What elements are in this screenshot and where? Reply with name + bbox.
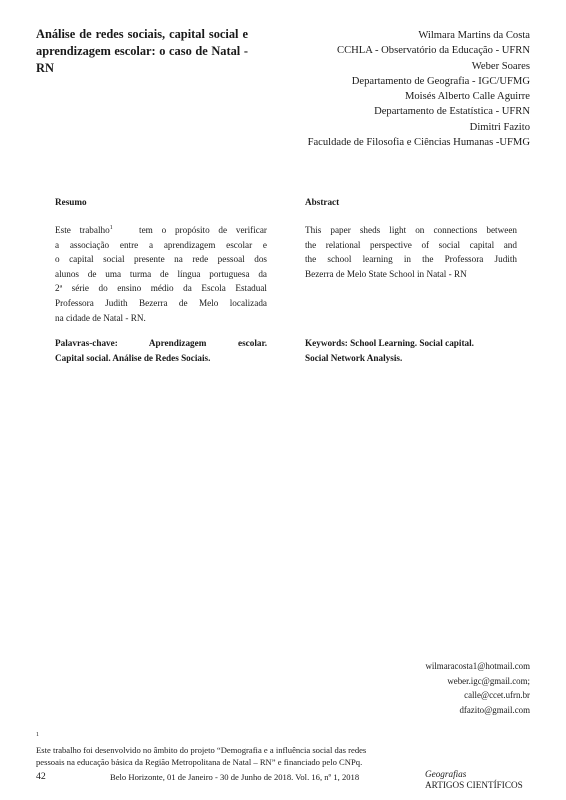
email-list bbox=[425, 659, 530, 717]
journal-name: Geografias bbox=[425, 769, 467, 779]
author-affiliation: Departamento de Estatística - UFRN bbox=[374, 106, 530, 118]
resumo-line: 2ª série do ensino médio da Escola Estadual bbox=[55, 283, 267, 294]
section-name: ARTIGOS CIENTÍFICOS bbox=[425, 780, 523, 790]
resumo-line: na cidade de Natal - RN. bbox=[55, 312, 146, 323]
palavras-chave bbox=[55, 336, 267, 365]
resumo-first-word: Este trabalho bbox=[55, 225, 110, 235]
email-address: wilmaracosta1@hotmail.com bbox=[425, 661, 530, 671]
footnote-text: Este trabalho foi desenvolvido no âmbito do projeto “Demografia e a influência social das redes bbox=[36, 744, 367, 755]
palavras-chave-line: Capital social. Análise de Redes Sociais. bbox=[55, 352, 211, 363]
abstract-line: the school learning in the Professora Judith bbox=[305, 254, 517, 265]
title-line: e aprendizagem escolar: o caso de bbox=[36, 27, 248, 58]
article-title bbox=[36, 26, 248, 77]
keywords-line: Social Network Analysis. bbox=[305, 352, 403, 363]
abstract-heading: Abstract bbox=[305, 197, 340, 207]
author-name: Dimitri Fazito bbox=[469, 121, 530, 133]
abstract-line: This paper sheds light on connections between bbox=[305, 225, 517, 235]
title-line: Natal - RN bbox=[36, 44, 248, 75]
author-block bbox=[230, 28, 530, 150]
footnote-mark: 1 bbox=[36, 732, 39, 738]
resumo-line: a associação entre a aprendizagem escolar e bbox=[55, 239, 267, 250]
author-name: Moisés Alberto Calle Aguirre bbox=[404, 91, 530, 103]
resumo-line: Professora Judith Bezerra de Melo localizada bbox=[55, 297, 267, 308]
email-address: dfazito@gmail.com bbox=[459, 704, 530, 715]
resumo-line-text: tem o propósito de verificar bbox=[139, 225, 267, 235]
footnote-line bbox=[36, 731, 416, 756]
footnote-reference: 1 bbox=[109, 225, 113, 231]
resumo-line: o capital social presente na rede pessoal dos bbox=[55, 254, 267, 265]
resumo-line bbox=[55, 223, 267, 238]
author-affiliation: CCHLA - Observatório da Educação - UFRN bbox=[337, 45, 530, 57]
abstract-body bbox=[305, 223, 517, 281]
resumo-line: alunos de uma turma de língua portuguesa da bbox=[55, 268, 267, 279]
resumo-heading: Resumo bbox=[55, 197, 87, 207]
email-address: weber.igc@gmail.com; bbox=[447, 675, 530, 686]
title-line: Análise de redes sociais, capital social bbox=[36, 27, 239, 41]
author-name: Wilmara Martins da Costa bbox=[418, 30, 530, 41]
footnote bbox=[36, 731, 416, 769]
footnote-line: pessoais na educação básica da Região Metropolitana de Natal – RN” e financiado pelo CNPq. bbox=[36, 757, 363, 768]
page-number: 42 bbox=[36, 771, 46, 782]
keywords-line: Keywords: School Learning. Social capital. bbox=[305, 338, 474, 348]
abstract-line: Bezerra de Melo State School in Natal - RN bbox=[305, 268, 467, 279]
email-address: calle@ccet.ufrn.br bbox=[464, 690, 530, 701]
keywords bbox=[305, 336, 517, 365]
author-affiliation: Faculdade de Filosofia e Ciências Humanas -UFMG bbox=[307, 137, 530, 149]
author-affiliation: Departamento de Geografia - IGC/UFMG bbox=[351, 75, 530, 87]
resumo-body bbox=[55, 223, 267, 325]
author-name: Weber Soares bbox=[471, 60, 530, 72]
palavras-chave-line: Palavras-chave: Aprendizagem escolar. bbox=[55, 338, 267, 348]
abstract-line: the relational perspective of social capital and bbox=[305, 239, 517, 250]
footer-citation: Belo Horizonte, 01 de Janeiro - 30 de Junho de 2018. Vol. 16, nº 1, 2018 bbox=[110, 772, 360, 782]
